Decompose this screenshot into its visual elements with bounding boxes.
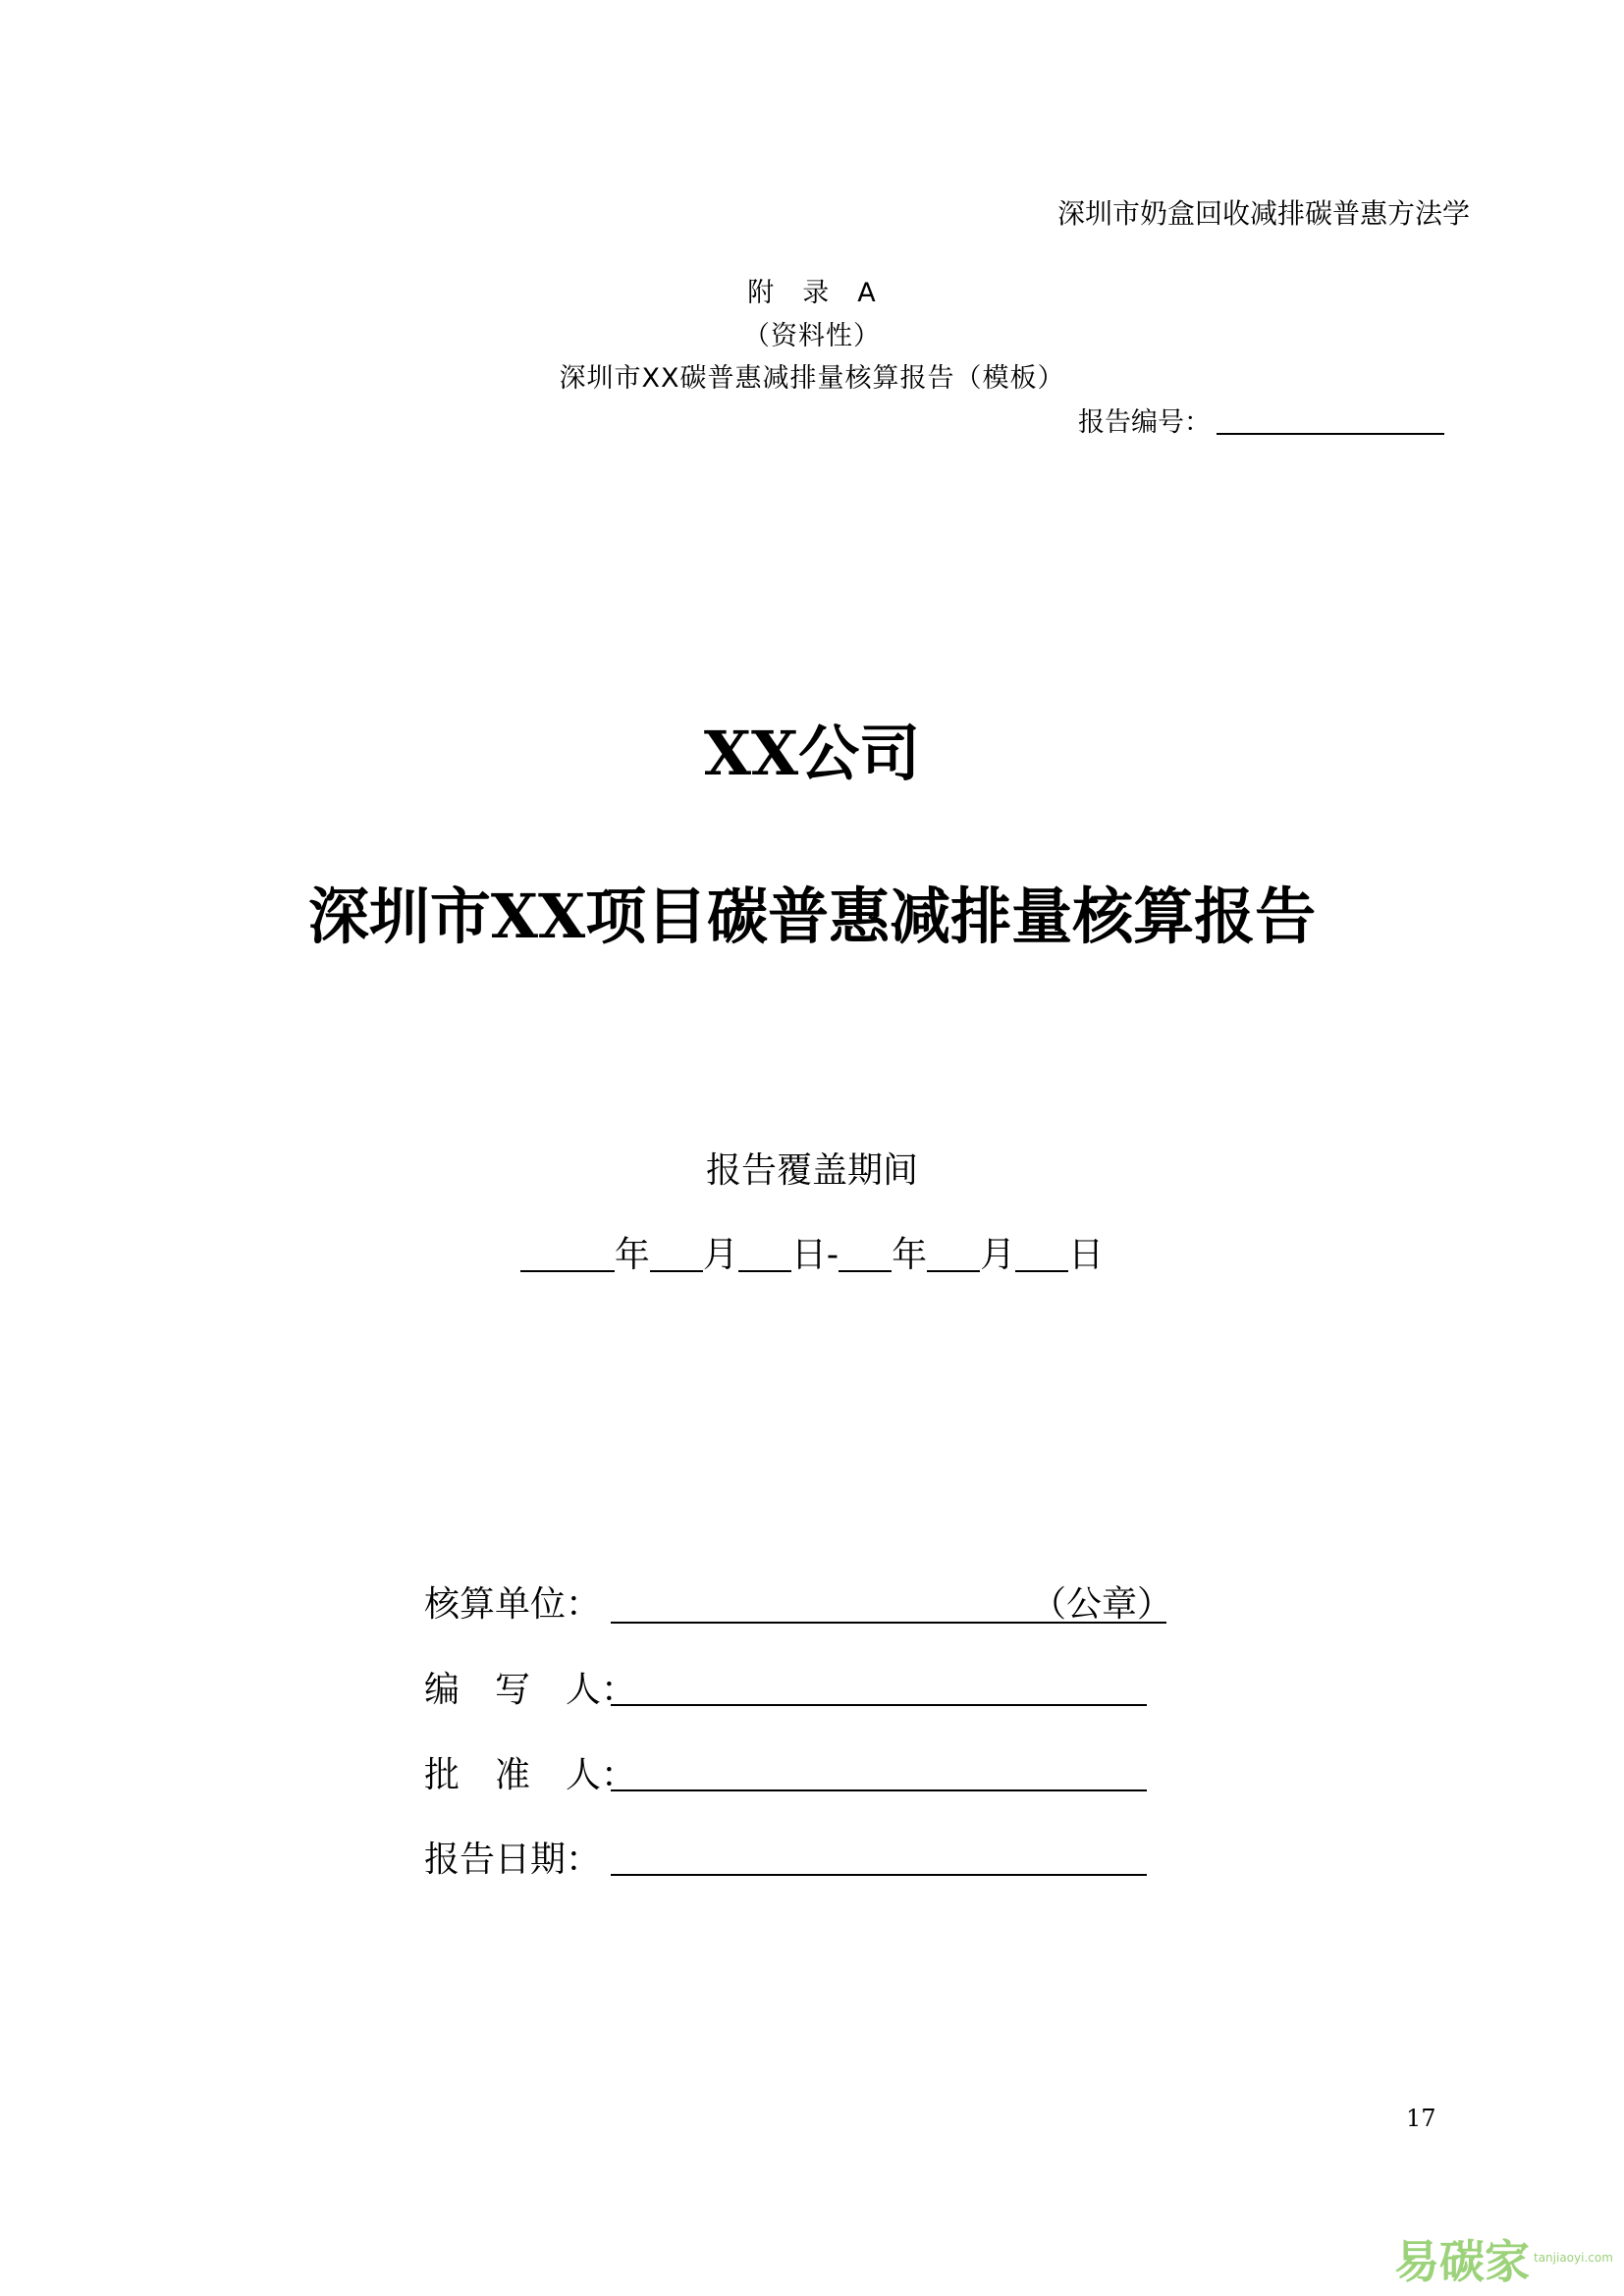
period-date bbox=[0, 1227, 1624, 1277]
blank-month-end bbox=[927, 1237, 980, 1272]
watermark-logo bbox=[1394, 2226, 1613, 2291]
period-label: 报告覆盖期间 bbox=[705, 1150, 918, 1191]
field-label-author: 编 写 人： bbox=[424, 1670, 637, 1710]
seal-note: （公章） bbox=[1031, 1584, 1173, 1625]
report-number-label: 报告编号： bbox=[1078, 407, 1211, 438]
field-label-report-date: 报告日期： bbox=[424, 1840, 602, 1880]
report-number-blank bbox=[1217, 407, 1444, 435]
running-header: 深圳市奶盒回收减排碳普惠方法学 bbox=[1056, 197, 1470, 230]
unit-month-start: 月 bbox=[702, 1235, 738, 1275]
unit-year-start: 年 bbox=[614, 1235, 650, 1275]
field-label-approver: 批 准 人： bbox=[424, 1755, 637, 1795]
unit-day-end: 日 bbox=[1068, 1235, 1105, 1275]
field-line-approver bbox=[611, 1788, 1147, 1791]
field-line-report-date bbox=[611, 1872, 1147, 1876]
page-number: 17 bbox=[1406, 2105, 1436, 2132]
blank-month-start bbox=[650, 1237, 703, 1272]
company-name: XX公司 bbox=[703, 718, 921, 789]
appendix-title: 附 录 A bbox=[747, 278, 877, 308]
blank-day-start bbox=[738, 1237, 791, 1272]
unit-month-end: 月 bbox=[980, 1235, 1016, 1275]
field-line-author bbox=[611, 1702, 1147, 1706]
blank-year-start bbox=[520, 1237, 615, 1272]
appendix-subtitle: （资料性） bbox=[743, 321, 881, 351]
unit-day-start: 日- bbox=[790, 1235, 839, 1275]
report-number-field bbox=[1078, 400, 1444, 439]
template-name: 深圳市XX碳普惠减排量核算报告（模板） bbox=[559, 363, 1065, 394]
field-label-accounting-unit: 核算单位： bbox=[424, 1584, 602, 1625]
watermark-text: 易碳家 bbox=[1394, 2235, 1530, 2288]
unit-year-end: 年 bbox=[892, 1235, 928, 1275]
report-title: 深圳市XX项目碳普惠减排量核算报告 bbox=[307, 881, 1317, 952]
watermark-domain: tanjiaoyi.com bbox=[1534, 2251, 1613, 2265]
blank-year-end bbox=[839, 1237, 892, 1272]
blank-day-end bbox=[1015, 1237, 1068, 1272]
